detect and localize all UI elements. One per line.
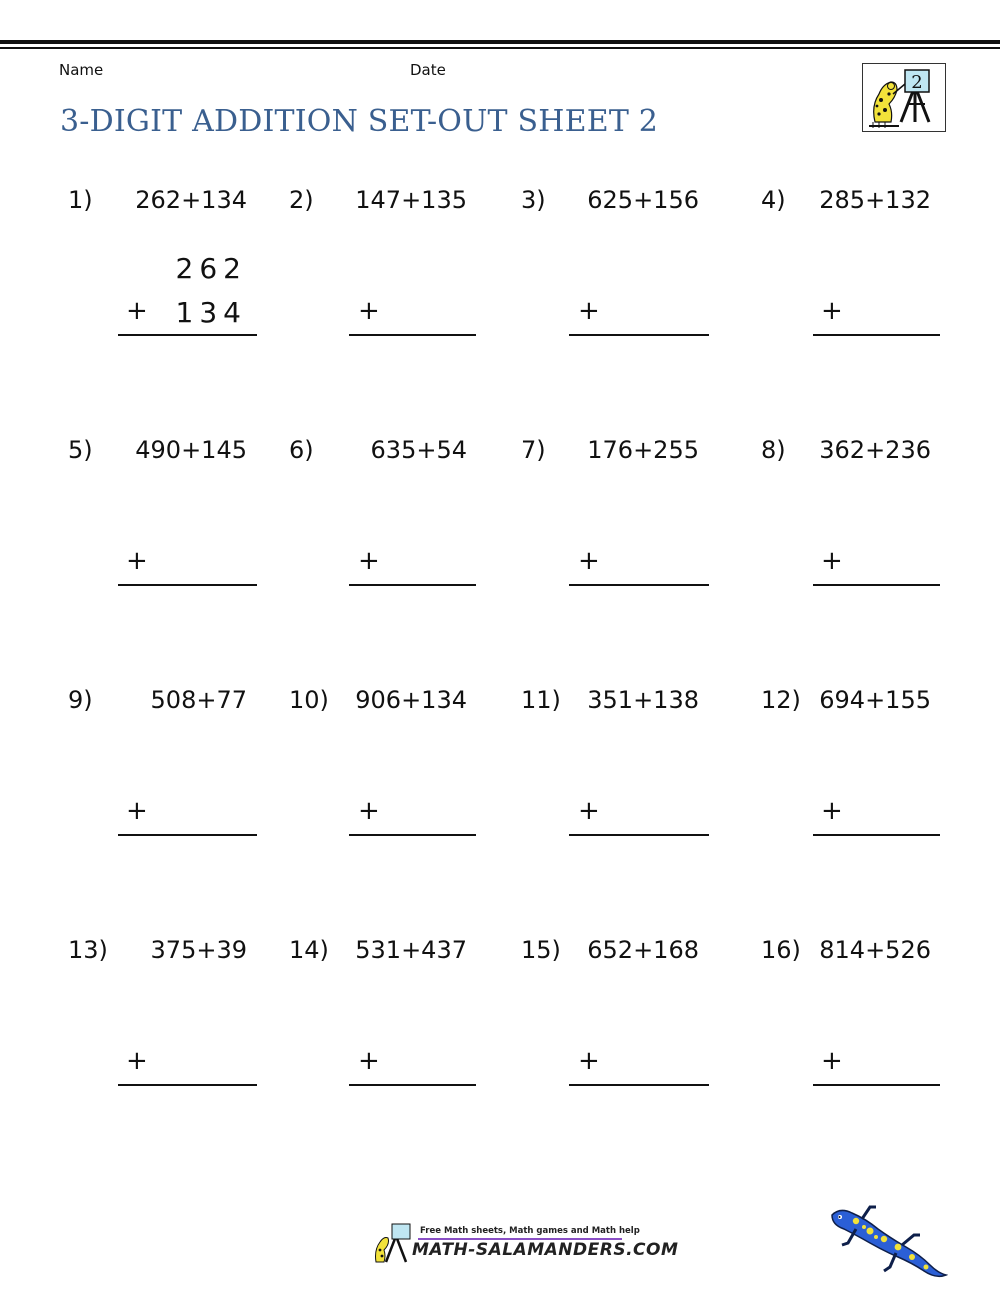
answer-line [813,1084,940,1086]
addend-bottom: 134 [175,296,247,329]
problem-16 [761,936,991,1076]
problem-expression: 694+155 [819,686,931,714]
problem-expression: 375+39 [150,936,247,964]
level-logo [862,63,946,132]
problem-number: 12) [761,686,801,714]
problem-number: 13) [68,936,108,964]
answer-line [118,584,257,586]
plus-sign: + [126,296,148,326]
problem-expression: 814+526 [819,936,931,964]
problem-expression: 625+156 [587,186,699,214]
footer-site-name: MATH-SALAMANDERS.COM [412,1240,679,1260]
plus-sign: + [578,546,600,576]
plus-sign: + [578,796,600,826]
plus-sign: + [578,1046,600,1076]
answer-line [569,834,709,836]
problem-expression: 362+236 [819,436,931,464]
problem-1 [68,186,298,329]
problem-12 [761,686,991,826]
answer-line [118,334,257,336]
logo-digit: 2 [911,72,923,93]
problem-number: 14) [289,936,329,964]
salamander-easel-icon [863,64,945,131]
problem-expression: 906+134 [355,686,467,714]
problem-expression: 147+135 [355,186,467,214]
problem-number: 4) [761,186,786,214]
name-label: Name [59,61,104,79]
answer-line [349,584,476,586]
plus-sign: + [821,296,843,326]
problem-5 [68,436,298,576]
salamander-icon [826,1205,948,1283]
answer-line [569,584,709,586]
problem-expression: 652+168 [587,936,699,964]
answer-line [349,334,476,336]
problem-number: 8) [761,436,786,464]
plus-sign: + [358,1046,380,1076]
problem-number: 11) [521,686,561,714]
problem-number: 15) [521,936,561,964]
problem-14 [289,936,519,1076]
answer-line [813,584,940,586]
top-rule-thick [0,40,1000,44]
plus-sign: + [821,796,843,826]
problem-number: 16) [761,936,801,964]
problem-expression: 351+138 [587,686,699,714]
answer-line [813,834,940,836]
footer-tagline: Free Math sheets, Math games and Math help [420,1226,640,1236]
salamander-easel-icon [372,1222,412,1266]
problem-11 [521,686,751,826]
problem-4 [761,186,991,326]
answer-line [569,1084,709,1086]
problem-expression: 531+437 [355,936,467,964]
page-title: 3-DIGIT ADDITION SET-OUT SHEET 2 [60,104,659,139]
plus-sign: + [358,546,380,576]
top-rule-thin [0,47,1000,49]
problem-number: 7) [521,436,546,464]
plus-sign: + [821,546,843,576]
problem-expression: 285+132 [819,186,931,214]
problem-2 [289,186,519,326]
salamander-mascot [826,1205,948,1283]
problem-number: 9) [68,686,93,714]
date-label: Date [410,61,446,79]
problem-3 [521,186,751,326]
problem-6 [289,436,519,576]
problem-expression: 176+255 [587,436,699,464]
problem-7 [521,436,751,576]
problem-8 [761,436,991,576]
plus-sign: + [126,796,148,826]
plus-sign: + [126,546,148,576]
problem-expression: 508+77 [150,686,247,714]
problem-number: 3) [521,186,546,214]
answer-line [118,834,257,836]
footer-logo [372,1222,679,1266]
answer-line [118,1084,257,1086]
problem-expression: 490+145 [135,436,247,464]
problem-10 [289,686,519,826]
problem-number: 1) [68,186,93,214]
problem-15 [521,936,751,1076]
answer-line [349,1084,476,1086]
answer-line [813,334,940,336]
answer-line [569,334,709,336]
addend-top: 262 [175,252,247,285]
problem-9 [68,686,298,826]
problem-number: 2) [289,186,314,214]
plus-sign: + [578,296,600,326]
problem-number: 5) [68,436,93,464]
plus-sign: + [358,296,380,326]
problem-13 [68,936,298,1076]
plus-sign: + [821,1046,843,1076]
problem-expression: 262+134 [135,186,247,214]
answer-line [349,834,476,836]
problem-expression: 635+54 [370,436,467,464]
problem-number: 6) [289,436,314,464]
problem-number: 10) [289,686,329,714]
plus-sign: + [358,796,380,826]
plus-sign: + [126,1046,148,1076]
